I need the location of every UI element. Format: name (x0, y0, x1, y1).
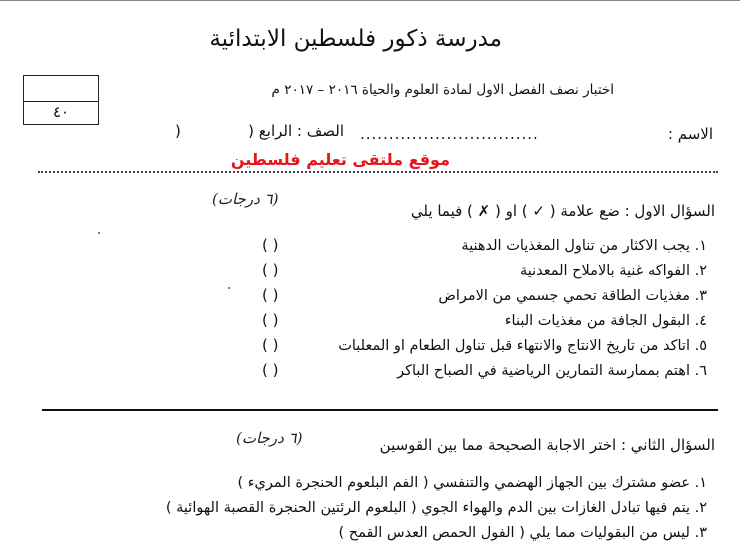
scan-speck (98, 232, 100, 234)
class-label: الصف : الرابع ( (248, 122, 344, 140)
name-dots: ............................... (360, 125, 539, 143)
class-paren-close: ) (175, 122, 181, 140)
q2-score: (٦ درجات) (236, 429, 303, 447)
grade-total: ٤٠ (52, 103, 70, 121)
q1-item-4: ٤. البقول الجافة من مغذيات البناء (504, 313, 707, 329)
q1-title: السؤال الاول : ضع علامة ( ✓ ) او ( ✗ ) فيما يلي (410, 202, 715, 220)
dotted-separator (38, 171, 718, 173)
page-top-rule (0, 0, 740, 1)
q1-answer-2: ( ) (262, 261, 279, 279)
exam-subtitle: اختبار نصف الفصل الاول لمادة العلوم والحياة ٢٠١٦ – ٢٠١٧ م (271, 82, 614, 98)
q1-answer-5: ( ) (262, 336, 279, 354)
q1-item-6: ٦. اهتم بممارسة التمارين الرياضية في الصباح الباكر (397, 363, 707, 379)
site-name: موقع ملتقى تعليم فلسطين (230, 150, 450, 169)
q2-item-2: ٢. يتم فيها تبادل الغازات بين الدم والهواء الجوي ( البلعوم الرئتين الحنجرة القصبة الهوائية ) (165, 500, 707, 516)
q1-item-5: ٥. اتاكد من تاريخ الانتاج والانتهاء قبل تناول الطعام او المعلبات (338, 338, 707, 354)
q1-score: (٦ درجات) (212, 190, 279, 208)
school-title: مدرسة ذكور فلسطين الابتدائية (209, 26, 502, 52)
q1-item-2: ٢. الفواكه غنية بالاملاح المعدنية (519, 263, 707, 279)
name-label: الاسم : (667, 125, 713, 143)
q1-answer-3: ( ) (262, 286, 279, 304)
q1-answer-6: ( ) (262, 361, 279, 379)
q2-title: السؤال الثاني : اختر الاجابة الصحيحة مما بين القوسين (379, 436, 715, 454)
q2-item-3: ٣. ليس من البقوليات مما يلي ( الفول الحمص العدس القمح ) (338, 525, 707, 541)
q1-item-1: ١. يجب الاكثار من تناول المغذيات الدهنية (461, 238, 707, 254)
grade-box (23, 75, 99, 125)
q2-item-1: ١. عضو مشترك بين الجهاز الهضمي والتنفسي ( الفم البلعوم الحنجرة المريء ) (237, 475, 707, 491)
section-separator (42, 409, 718, 411)
q1-answer-4: ( ) (262, 311, 279, 329)
grade-box-divider (24, 101, 98, 102)
q1-answer-1: ( ) (262, 236, 279, 254)
q1-item-3: ٣. مغذيات الطاقة تحمي جسمي من الامراض (438, 288, 707, 304)
scan-speck (228, 287, 230, 289)
